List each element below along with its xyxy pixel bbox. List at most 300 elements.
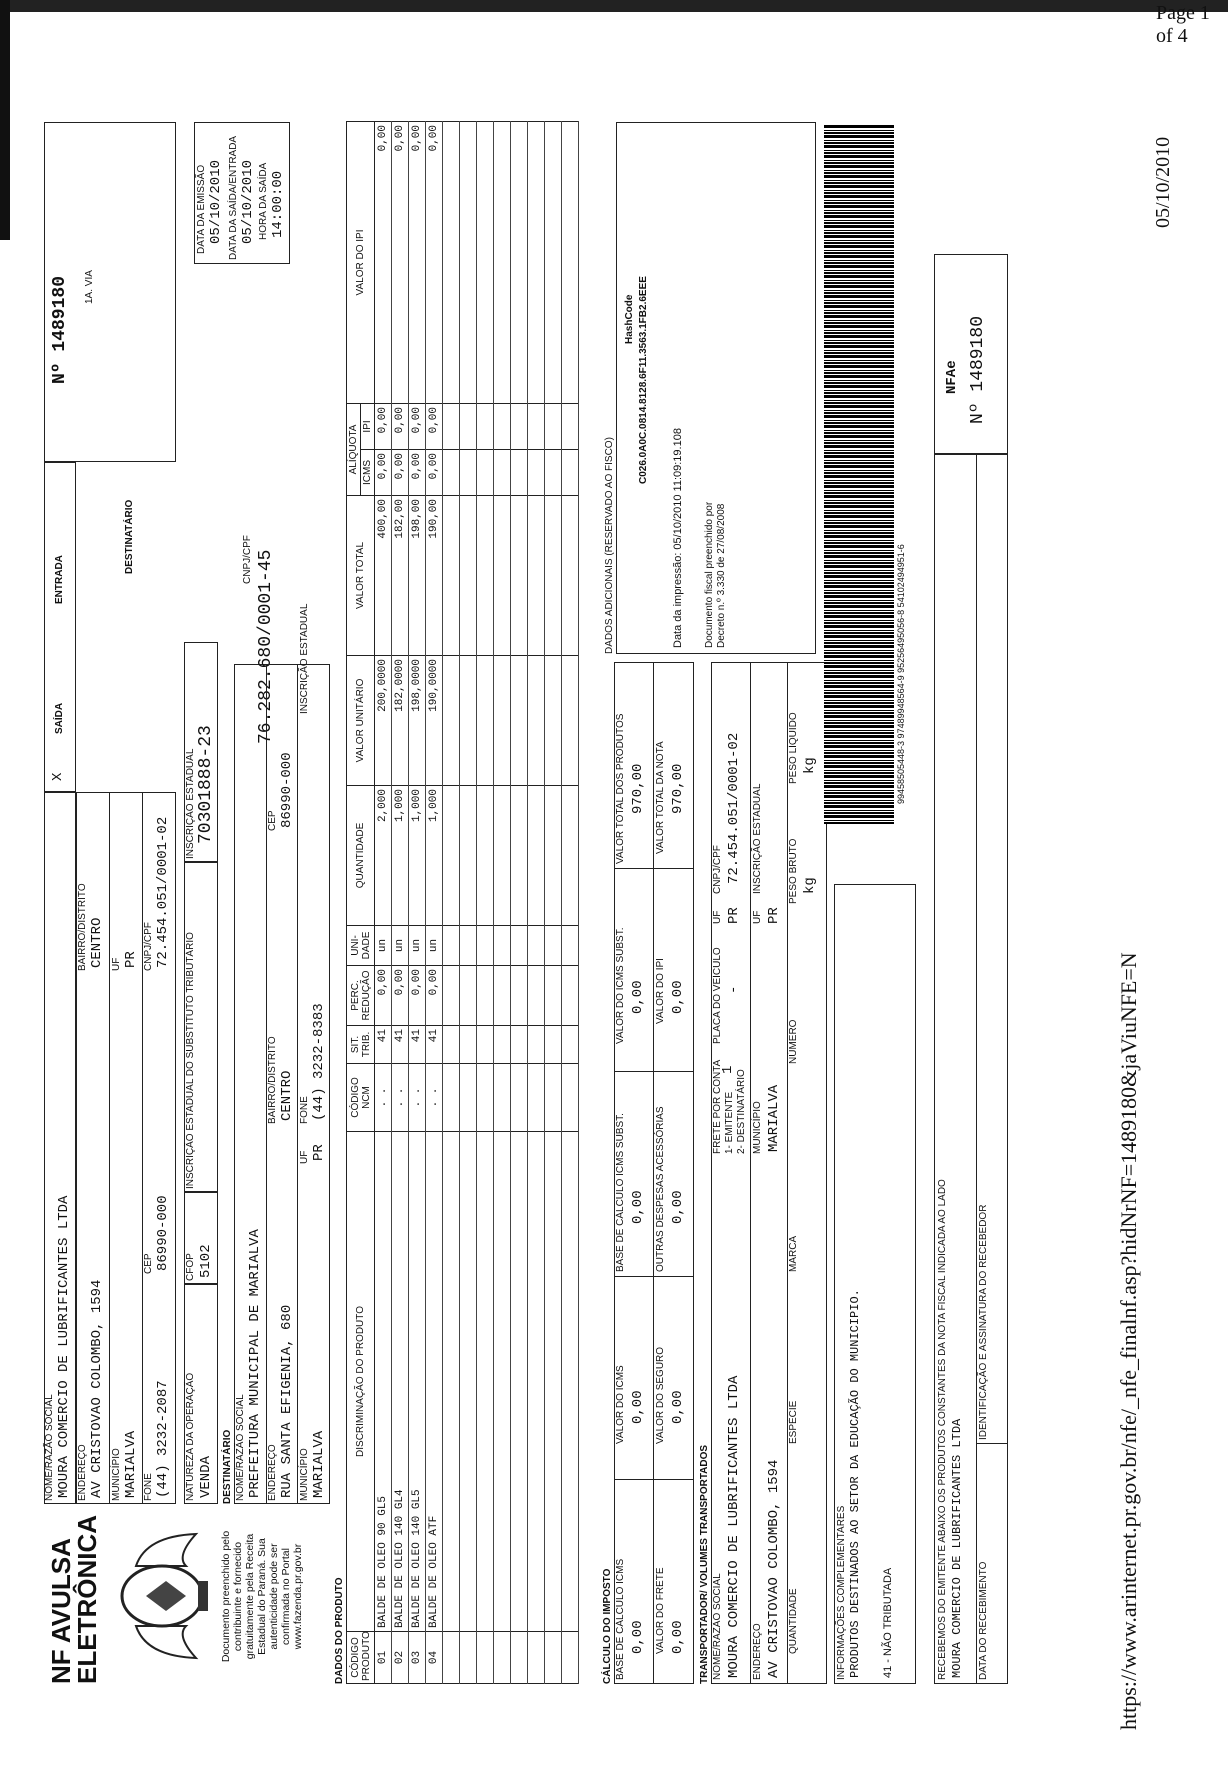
th-ipi: IPI [361,403,375,449]
emitente-cep: 86990-000 [155,1195,171,1271]
total-produtos-label: VALOR TOTAL DOS PRODUTOS [615,713,626,864]
total-produtos: 970,00 [630,763,646,814]
transp-endereco: AV CRISTOVAO COLOMBO, 1594 [766,1459,782,1678]
print-date: 05/10/2010 [1152,136,1174,228]
cell-un [562,926,579,966]
destinatario-section: DESTINATÁRIO [222,1429,233,1504]
th-valor-ipi: VALOR DO IPI [347,121,375,403]
dest-fone: (44) 3232-8383 [311,1003,327,1121]
cell-un [443,926,460,966]
decreto-1: Documento fiscal preenchido por [704,501,715,648]
cell-icms [528,450,545,496]
cell-ipi [477,403,494,449]
frete: 0,00 [670,1620,686,1654]
outras-label: OUTRAS DESPESAS ACESSÓRIAS [655,1106,666,1272]
emitente-uf: PR [123,951,139,968]
cell-ipi: 0,00 [392,403,409,449]
dest-bairro: CENTRO [279,1070,295,1121]
cell-descricao [562,1132,579,1632]
cell-ipi [460,403,477,449]
cell-perc [511,966,528,1026]
emissao-value: 05/10/2010 [208,159,224,244]
transp-uf-label: UF [712,910,723,924]
produtos-section: DADOS DO PRODUTO [334,1577,345,1684]
cell-un [511,926,528,966]
cell-un [528,926,545,966]
dest-municipio-label: MUNICÍPIO [299,1448,310,1501]
cell-icms [545,450,562,496]
cell-codigo: 04 [426,1632,443,1684]
source-url: https://www.arinternet.pr.gov.br/nfe/_nfe_finalnf.asp?hidNrNF=1489180&jaViuNFE=N [1116,952,1141,1730]
cell-unit [494,656,511,786]
valor-icms: 0,00 [630,1390,646,1424]
cell-un [545,926,562,966]
peso-liquido-label: PESO LÍQUIDO [788,712,799,784]
impressao: Data da impressão: 05/10/2010 11:09:19.108 [672,428,684,648]
valor-subst: 0,00 [630,980,646,1014]
table-row [477,121,494,1683]
table-row [494,121,511,1683]
seguro-label: VALOR DO SEGURO [655,1346,666,1444]
cell-perc [477,966,494,1026]
cell-perc [494,966,511,1026]
cell-descricao [528,1132,545,1632]
cell-vipi [545,121,562,403]
complementares-texto: PRODUTOS DESTINADOS AO SETOR DA EDUCAÇÃO DO MUNICIPIO. [848,1289,862,1678]
tipo-box [44,462,76,792]
placa-value: - [726,985,742,994]
cell-un [494,926,511,966]
cell-total [494,496,511,656]
cell-icms [511,450,528,496]
cell-total [528,496,545,656]
hash-label: HashCode [624,294,635,344]
entrada-label: ENTRADA [54,555,65,604]
cell-ipi: 0,00 [409,403,426,449]
cell-qtd: 1,000 [409,786,426,926]
cell-codigo [460,1632,477,1684]
table-row [375,121,392,1683]
base-icms: 0,00 [630,1620,646,1654]
cell-perc: 0,00 [426,966,443,1026]
total-nota-label: VALOR TOTAL DA NOTA [655,741,666,854]
scan-edge-left [0,0,10,240]
table-row [392,121,409,1683]
cell-perc: 0,00 [409,966,426,1026]
dest-fone-label: FONE [299,1096,310,1124]
cell-qtd [460,786,477,926]
cell-unit [545,656,562,786]
ie-label: INSCRIÇÃO ESTADUAL [185,748,196,859]
authenticity-note: Documento preenchido pelo contribuinte e fornecido gratuitamente pela Receita Estadual do Paraná. Sua autenticidade pode ser confirmada no Portal www.fazenda.pr.gov.br [220,1530,304,1663]
barcode-text: 99458505448-3 97489948564-9 95256495056-8 54102494951-6 [896,544,906,804]
especie-label: ESPÉCIE [788,1400,799,1444]
cell-descricao [477,1132,494,1632]
cell-unit [511,656,528,786]
cell-total [443,496,460,656]
cell-codigo [562,1632,579,1684]
cell-descricao: BALDE DE OLEO 90 GL5 [375,1132,392,1632]
canhoto-nfae: NFAe [944,360,960,394]
cell-unit: 190,0000 [426,656,443,786]
cell-sit [460,1026,477,1064]
total-nota: 970,00 [670,763,686,814]
th-icms: ICMS [361,450,375,496]
cell-un: un [375,926,392,966]
hash-value: C026.0A0C.0814.8128.6F11.3563.1FB2.6EEE [638,276,649,484]
canhoto-texto: RECEBEMOS DO EMITENTE ABAIXO OS PRODUTOS CONSTANTES DA NOTA FISCAL INDICADA AO LADO [937,1179,948,1680]
cell-un: un [392,926,409,966]
cell-icms: 0,00 [409,450,426,496]
table-row [443,121,460,1683]
transp-endereco-label: ENDEREÇO [752,1623,763,1680]
placa-label: PLACA DO VEÍCULO [712,947,723,1044]
dest-cnpj: 76.282.680/0001-45 [256,549,276,744]
cell-vipi: 0,00 [409,121,426,403]
cell-unit [528,656,545,786]
cell-icms [562,450,579,496]
cell-sit [443,1026,460,1064]
cell-sit [528,1026,545,1064]
cell-perc [460,966,477,1026]
cell-qtd: 2,000 [375,786,392,926]
cell-ipi [545,403,562,449]
complementares-label: INFORMAÇÕES COMPLEMENTARES [836,1505,847,1680]
transp-row3 [787,662,827,1684]
cell-vipi: 0,00 [375,121,392,403]
cell-ncm: . . [426,1064,443,1132]
quantidade-label: QUANTIDADE [788,1588,799,1654]
via-label: 1A. VIA [84,270,95,304]
emitente-nome: MOURA COMERCIO DE LUBRIFICANTES LTDA [56,1195,72,1498]
cell-descricao [494,1132,511,1632]
cell-qtd [443,786,460,926]
cell-vipi: 0,00 [426,121,443,403]
cell-ipi [511,403,528,449]
emitente-bairro-label: BAIRRO/DISTRITO [77,883,88,971]
cell-ncm [545,1064,562,1132]
decreto-2: Decreto n.º 3.330 de 27/08/2008 [716,503,727,648]
tributacao: 41 - NÃO TRIBUTADA [882,1567,894,1678]
th-unitario: VALOR UNITÁRIO [347,656,375,786]
table-row [511,121,528,1683]
cell-perc [528,966,545,1026]
transp-uf: PR [726,907,742,924]
canhoto-numero: Nº 1489180 [968,315,988,424]
transp-cnpj-label: CNPJ/CPF [712,845,723,894]
page-label: Page 1 of 4 [1156,2,1210,47]
th-total: VALOR TOTAL [347,496,375,656]
natureza-label: NATUREZA DA OPERAÇÃO [185,1372,196,1501]
transp-ie-label: INSCRIÇÃO ESTADUAL [752,783,763,894]
peso-bruto-label: PESO BRUTO [788,838,799,904]
outras: 0,00 [670,1190,686,1224]
cell-ipi: 0,00 [375,403,392,449]
dest-endereco-label: ENDEREÇO [267,1444,278,1501]
canhoto-data-label: DATA DO RECEBIMENTO [978,1561,989,1680]
cell-qtd [545,786,562,926]
cell-descricao: BALDE DE OLEO 140 GL5 [409,1132,426,1632]
th-sit: SIT. TRIB. [347,1026,375,1064]
dest-cep: 86990-000 [279,752,295,828]
cell-descricao: BALDE DE OLEO ATF [426,1132,443,1632]
cfop-label: CFOP [185,1253,196,1281]
canhoto-empresa: MOURA COMERCIO DE LUBRIFICANTES LTDA [950,1418,964,1678]
cell-sit [511,1026,528,1064]
cell-codigo: 03 [409,1632,426,1684]
hora-value: 14:00:00 [270,170,286,238]
cell-sit [494,1026,511,1064]
transp-nome-label: NOME/RAZÃO SOCIAL [712,1573,723,1680]
saida-data-label: DATA DA SAÍDA/ENTRADA [228,135,239,260]
cell-ncm [494,1064,511,1132]
cell-ncm [562,1064,579,1132]
cell-vipi [528,121,545,403]
cell-icms [477,450,494,496]
cell-qtd [528,786,545,926]
dest-uf: PR [311,1144,327,1161]
cell-ncm [477,1064,494,1132]
cell-qtd [494,786,511,926]
via-destinatario-label: DESTINATÁRIO [124,499,135,574]
table-row [409,121,426,1683]
dest-ie-label: INSCRIÇÃO ESTADUAL [299,603,310,714]
cell-total [460,496,477,656]
valor-icms-label: VALOR DO ICMS [615,1365,626,1444]
table-row [562,121,579,1683]
cell-vipi [477,121,494,403]
hora-label: HORA DA SAÍDA [258,162,269,240]
th-unidade: UNI-DADE [347,926,375,966]
cell-ipi [562,403,579,449]
scan-edge-top [0,0,1228,12]
th-perc: PERC. REDUÇÃO [347,966,375,1026]
cell-ipi [443,403,460,449]
transp-municipio-label: MUNICÍPIO [752,1101,763,1154]
ipi: 0,00 [670,980,686,1014]
cell-un [460,926,477,966]
emitente-cnpj: 72.454.051/0001-02 [155,816,171,968]
emitente-municipio: MARIALVA [123,1430,139,1498]
cell-ipi [528,403,545,449]
cell-ncm: . . [375,1064,392,1132]
cell-total [477,496,494,656]
emitente-fone-label: FONE [143,1473,154,1501]
dest-uf-label: UF [299,1150,310,1164]
emitente-uf-label: UF [111,957,122,971]
cell-un: un [426,926,443,966]
cell-sit [477,1026,494,1064]
frete-label: VALOR DO FRETE [655,1567,666,1654]
cell-sit: 41 [375,1026,392,1064]
cell-qtd [511,786,528,926]
base-icms-label: BASE DE CÁLCULO ICMS [615,1558,626,1680]
emitente-endereco: AV CRISTOVAO COLOMBO, 1594 [89,1279,105,1498]
cell-total: 182,00 [392,496,409,656]
cell-descricao [545,1132,562,1632]
cell-perc: 0,00 [375,966,392,1026]
transp-nome: MOURA COMERCIO DE LUBRIFICANTES LTDA [726,1375,742,1678]
produtos-header-row [347,121,361,1683]
cell-perc: 0,00 [392,966,409,1026]
dest-endereco: RUA SANTA EFIGENIA, 680 [279,1304,295,1498]
dest-nome-label: NOME/RAZÃO SOCIAL [235,1394,246,1501]
imposto-section: CÁLCULO DO IMPOSTO [602,1568,613,1684]
cell-unit: 182,0000 [392,656,409,786]
table-row [460,121,477,1683]
cell-codigo [528,1632,545,1684]
cell-codigo: 01 [375,1632,392,1684]
cell-icms [460,450,477,496]
cell-total [562,496,579,656]
ie-value: 70301888-23 [196,725,216,844]
cell-unit [443,656,460,786]
doc-title-line2: ELETRÔNICA [72,1515,102,1684]
doc-title-line1: NF AVULSA [46,1538,76,1684]
cell-ncm: . . [392,1064,409,1132]
natureza-value: VENDA [198,1455,214,1498]
cell-descricao [460,1132,477,1632]
cell-unit: 198,0000 [409,656,426,786]
cell-unit: 200,0000 [375,656,392,786]
saida-label: SAÍDA [54,702,65,734]
valor-subst-label: VALOR DO ICMS SUBST. [615,927,626,1044]
cell-vipi [511,121,528,403]
cfop-value: 5102 [198,1244,214,1278]
cell-perc [443,966,460,1026]
cell-codigo [477,1632,494,1684]
dest-bairro-label: BAIRRO/DISTRITO [267,1036,278,1124]
numero-vol-label: NÚMERO [788,1019,799,1064]
transp-uf2-label: UF [752,910,763,924]
emitente-nome-label: NOME/RAZÃO SOCIAL [44,1394,55,1501]
cell-ipi: 0,00 [426,403,443,449]
cell-vipi [494,121,511,403]
cell-total: 198,00 [409,496,426,656]
cell-vipi [443,121,460,403]
cell-qtd [562,786,579,926]
transp-uf2: PR [766,907,782,924]
saida-mark: X [50,772,66,781]
adicionais-section: DADOS ADICIONAIS (RESERVADO AO FISCO) [604,437,615,654]
cell-unit [562,656,579,786]
cell-descricao [511,1132,528,1632]
cell-codigo: 02 [392,1632,409,1684]
th-descricao: DISCRIMINAÇÃO DO PRODUTO [347,1132,375,1632]
cell-vipi [460,121,477,403]
cell-qtd: 1,000 [426,786,443,926]
cell-total [545,496,562,656]
th-aliquota: ALÍQUOTA [347,403,361,495]
produtos-table [346,121,579,1684]
saida-data-value: 05/10/2010 [240,159,256,244]
cell-sit: 41 [409,1026,426,1064]
frete-opt2: 2- DESTINATÁRIO [736,1069,747,1154]
cell-total: 190,00 [426,496,443,656]
cell-perc [545,966,562,1026]
emitente-endereco-label: ENDEREÇO [77,1444,88,1501]
frete-conta-value: 1 [720,1065,736,1074]
cell-ncm [460,1064,477,1132]
cell-ncm [511,1064,528,1132]
cell-ncm [528,1064,545,1132]
dest-nome: PREFEITURA MUNICIPAL DE MARIALVA [247,1229,263,1498]
imposto-col2 [614,1276,694,1480]
invoice-number: Nº 1489180 [50,275,70,384]
cell-unit [477,656,494,786]
cell-ncm [443,1064,460,1132]
emitente-cep-label: CEP [143,1253,154,1274]
table-row [528,121,545,1683]
cell-ncm: . . [409,1064,426,1132]
invoice-document [44,122,1084,1684]
table-row [545,121,562,1683]
th-codigo: CÓDIGO PRODUTO [347,1632,375,1684]
frete-conta-label: FRETE POR CONTA [712,1059,723,1154]
marca-label: MARCA [788,1235,799,1272]
base-subst: 0,00 [630,1190,646,1224]
cell-unit [460,656,477,786]
cell-ipi [494,403,511,449]
cell-codigo [494,1632,511,1684]
dest-cnpj-label: CNPJ/CPF [242,535,253,584]
dest-cep-label: CEP [267,810,278,831]
transp-municipio: MARIALVA [766,1084,782,1152]
ipi-label: VALOR DO IPI [655,958,666,1024]
canhoto-assinatura-label: IDENTIFICAÇÃO E ASSINATURA DO RECEBEDOR [978,1204,989,1440]
cell-icms [494,450,511,496]
cell-un: un [409,926,426,966]
emissao-label: DATA DA EMISSÃO [196,164,207,254]
emitente-fone: (44) 3232-2087 [155,1380,171,1498]
cell-total [511,496,528,656]
cell-codigo [443,1632,460,1684]
frete-opt1: 1- EMITENTE [724,1091,735,1154]
transp-cnpj: 72.454.051/0001-02 [726,732,742,884]
cell-qtd [477,786,494,926]
table-row [426,121,443,1683]
cell-icms: 0,00 [375,450,392,496]
cell-qtd: 1,000 [392,786,409,926]
peso-liquido: kg [802,757,818,774]
cell-codigo [545,1632,562,1684]
cell-vipi: 0,00 [392,121,409,403]
cell-icms: 0,00 [426,450,443,496]
dest-municipio: MARIALVA [311,1430,327,1498]
ie-subst-label: INSCRIÇÃO ESTADUAL DO SUBSTITUTO TRIBUTÁRIO [185,932,196,1189]
cell-vipi [562,121,579,403]
cell-un [477,926,494,966]
base-subst-label: BASE DE CÁLCULO ICMS SUBST. [615,1113,626,1272]
barcode [824,124,894,824]
emitente-municipio-label: MUNICÍPIO [111,1448,122,1501]
emitente-cnpj-label: CNPJ/CPF [143,922,154,971]
cell-descricao: BALDE DE OLEO 140 GL4 [392,1132,409,1632]
cell-sit [545,1026,562,1064]
cell-descricao [443,1132,460,1632]
cell-codigo [511,1632,528,1684]
cell-perc [562,966,579,1026]
cell-total: 400,00 [375,496,392,656]
cell-sit: 41 [426,1026,443,1064]
transportador-section: TRANSPORTADOR/ VOLUMES TRANSPORTADOS [699,1444,710,1684]
peso-bruto: kg [802,877,818,894]
emitente-bairro: CENTRO [89,917,105,968]
cell-icms [443,450,460,496]
cell-sit [562,1026,579,1064]
cell-icms: 0,00 [392,450,409,496]
th-quantidade: QUANTIDADE [347,786,375,926]
